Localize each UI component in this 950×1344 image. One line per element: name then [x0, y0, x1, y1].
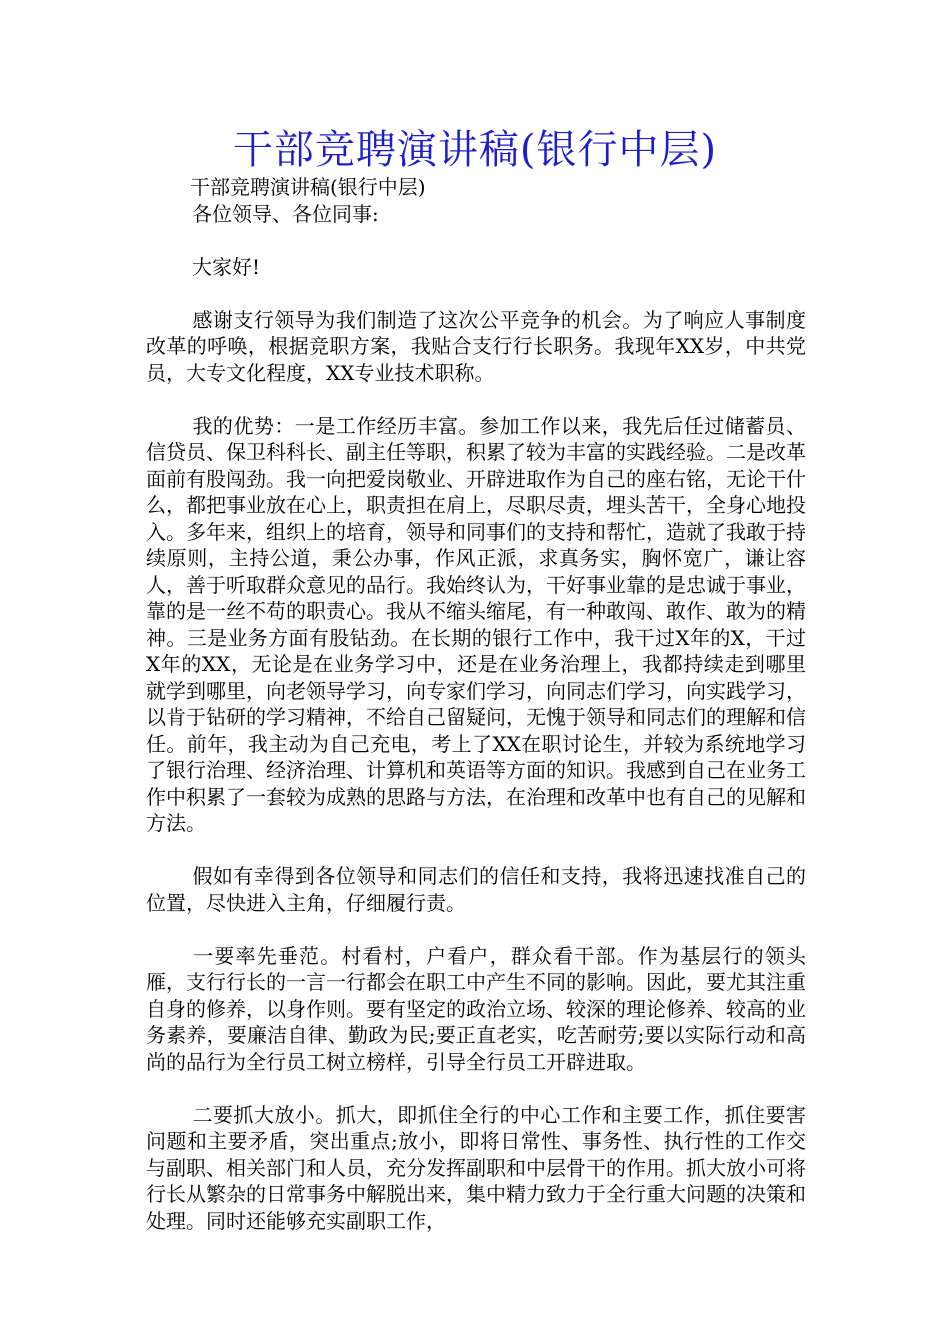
- paragraph: [146, 863, 806, 916]
- blank-line: [146, 280, 806, 307]
- paragraph-text: 我的优势：一是工作经历丰富。参加工作以来，我先后任过储蓄员、信贷员、保卫科科长、副主任等职，积累了较为丰富的实践经验。二是改革面前有股闯劲。我一向把爱岗敬业、开辟进取作为自己的座右铭，无论干什么，都把事业放在心上，职责担在肩上，尽职尽责，埋头苦干，全身心地投入。多年来，组织上的培育，领导和同事们的支持和帮忙，造就了我敢于持续原则，主持公道，秉公办事，作风正派，求真务实，胸怀宽广，谦让容人，善于听取群众意见的品行。我始终认为，干好事业靠的是忠诚于事业，靠的是一丝不苟的职责心。我从不缩头缩尾，有一种敢闯、敢作、敢为的精神。三是业务方面有股钻劲。在长期的银行工作中，我干过X年的X，干过X年的XX，无论是在业务学习中，还是在业务治理上，我都持续走到哪里就学到哪里，向老领导学习，向专家们学习，向同志们学习，向实践学习，以肯于钻研的学习精神，不给自己留疑问，无愧于领导和同志们的理解和信任。前年，我主动为自己充电，考上了XX在职讨论生，并较为系统地学习了银行治理、经济治理、计算机和英语等方面的知识。我感到自己在业务工作中积累了一套较为成熟的思路与方法，在治理和改革中也有自己的见解和方法。: [146, 413, 806, 835]
- document-subtitle: 干部竞聘演讲稿(银行中层): [190, 175, 426, 199]
- paragraph: [146, 943, 806, 1076]
- paragraph: [146, 413, 806, 837]
- salutation: 各位领导、各位同事:: [192, 201, 379, 226]
- paragraph-text: 感谢支行领导为我们制造了这次公平竞争的机会。为了响应人事制度改革的呼唤，根据竞职方案，我贴合支行行长职务。我现年XX岁，中共党员，大专文化程度，XX专业技术职称。: [146, 307, 806, 385]
- paragraph-text: 假如有幸得到各位领导和同志们的信任和支持，我将迅速找准自己的位置，尽快进入主角，仔细履行责。: [146, 864, 806, 915]
- blank-line: [146, 1075, 806, 1102]
- document-title: 干部竞聘演讲稿(银行中层): [232, 127, 718, 173]
- paragraph-text: 一要率先垂范。村看村，户看户，群众看干部。作为基层行的领头雁，支行行长的一言一行都会在职工中产生不同的影响。因此，要尤其注重自身的修养，以身作则。要有坚定的政治立场、较深的理论修养、较高的业务素养，要廉洁自律、勤政为民;要正直老实，吃苦耐劳;要以实际行动和高尚的品行为全行员工树立榜样，引导全行员工开辟进取。: [146, 943, 806, 1074]
- paragraph: [146, 1102, 806, 1235]
- document-body: [146, 174, 806, 1234]
- paragraph: [146, 307, 806, 387]
- blank-line: [146, 837, 806, 864]
- blank-line: [146, 386, 806, 413]
- blank-line: [146, 916, 806, 943]
- blank-line: [146, 227, 806, 254]
- greeting: 大家好!: [192, 254, 261, 279]
- paragraph-text: 二要抓大放小。抓大，即抓住全行的中心工作和主要工作，抓住要害问题和主要矛盾，突出重点;放小，即将日常性、事务性、执行性的工作交与副职、相关部门和人员，充分发挥副职和中层骨干的作用。抓大放小可将行长从繁杂的日常事务中解脱出来，集中精力致力于全行重大问题的决策和处理。同时还能够充实副职工作，: [146, 1102, 806, 1233]
